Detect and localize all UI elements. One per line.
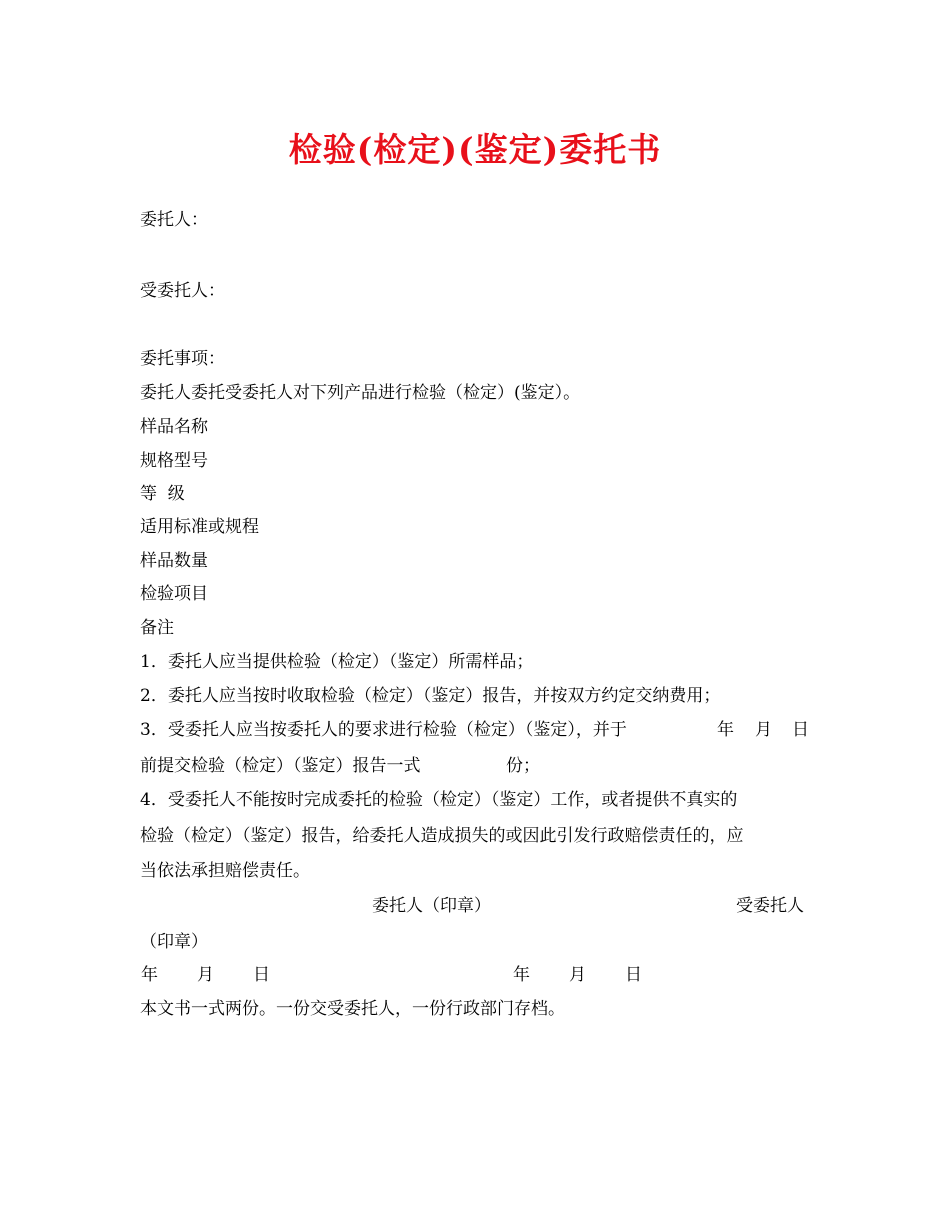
signature-agent: 受委托人 <box>736 896 804 916</box>
agent-label: 受委托人： <box>140 281 225 301</box>
field-grade: 等 级 <box>140 484 185 504</box>
matters-text: 委托人委托受委托人对下列产品进行检验（检定）(鉴定）。 <box>140 383 581 403</box>
clause-4-line-3: 当依法承担赔偿责任。 <box>140 861 310 881</box>
date-principal-year: 年 <box>141 965 158 985</box>
date-principal-day: 日 <box>253 965 270 985</box>
date-agent-day: 日 <box>625 965 642 985</box>
signature-agent-seal: （印章） <box>140 932 208 952</box>
date-agent-year: 年 <box>513 965 530 985</box>
clause-3-line-2a: 前提交检验（检定）（鉴定）报告一式 <box>140 756 421 776</box>
document-footer: 本文书一式两份。一份交受委托人，一份行政部门存档。 <box>140 999 565 1019</box>
field-sample-name: 样品名称 <box>140 417 208 437</box>
clause-4-line-2: 检验（检定）（鉴定）报告，给委托人造成损失的或因此引发行政赔偿责任的，应 <box>140 826 744 846</box>
clause-3-day: 日 <box>792 720 809 740</box>
field-test-items: 检验项目 <box>140 584 208 604</box>
clause-4-line-1: 4．受委托人不能按时完成委托的检验（检定）（鉴定）工作，或者提供不真实的 <box>140 790 738 810</box>
field-standard: 适用标准或规程 <box>140 517 259 537</box>
date-agent-month: 月 <box>569 965 586 985</box>
principal-label: 委托人： <box>140 210 208 230</box>
clause-3-year: 年 <box>717 720 734 740</box>
field-sample-qty: 样品数量 <box>140 551 208 571</box>
field-spec-model: 规格型号 <box>140 451 208 471</box>
clause-1: 1．委托人应当提供检验（检定）（鉴定）所需样品； <box>140 652 534 672</box>
clause-3-text: 3．受委托人应当按委托人的要求进行检验（检定）（鉴定），并于 <box>140 720 627 740</box>
matters-label: 委托事项： <box>140 349 225 369</box>
date-principal-month: 月 <box>197 965 214 985</box>
signature-principal: 委托人（印章） <box>372 896 491 916</box>
clause-3-line-1 <box>140 718 627 742</box>
field-remarks: 备注 <box>140 618 174 638</box>
clause-3-month: 月 <box>755 720 772 740</box>
clause-3-line-2b: 份； <box>506 756 540 776</box>
document-title: 检验(检定)(鉴定)委托书 <box>288 130 662 169</box>
clause-2: 2．委托人应当按时收取检验（检定）（鉴定）报告，并按双方约定交纳费用； <box>140 686 721 706</box>
